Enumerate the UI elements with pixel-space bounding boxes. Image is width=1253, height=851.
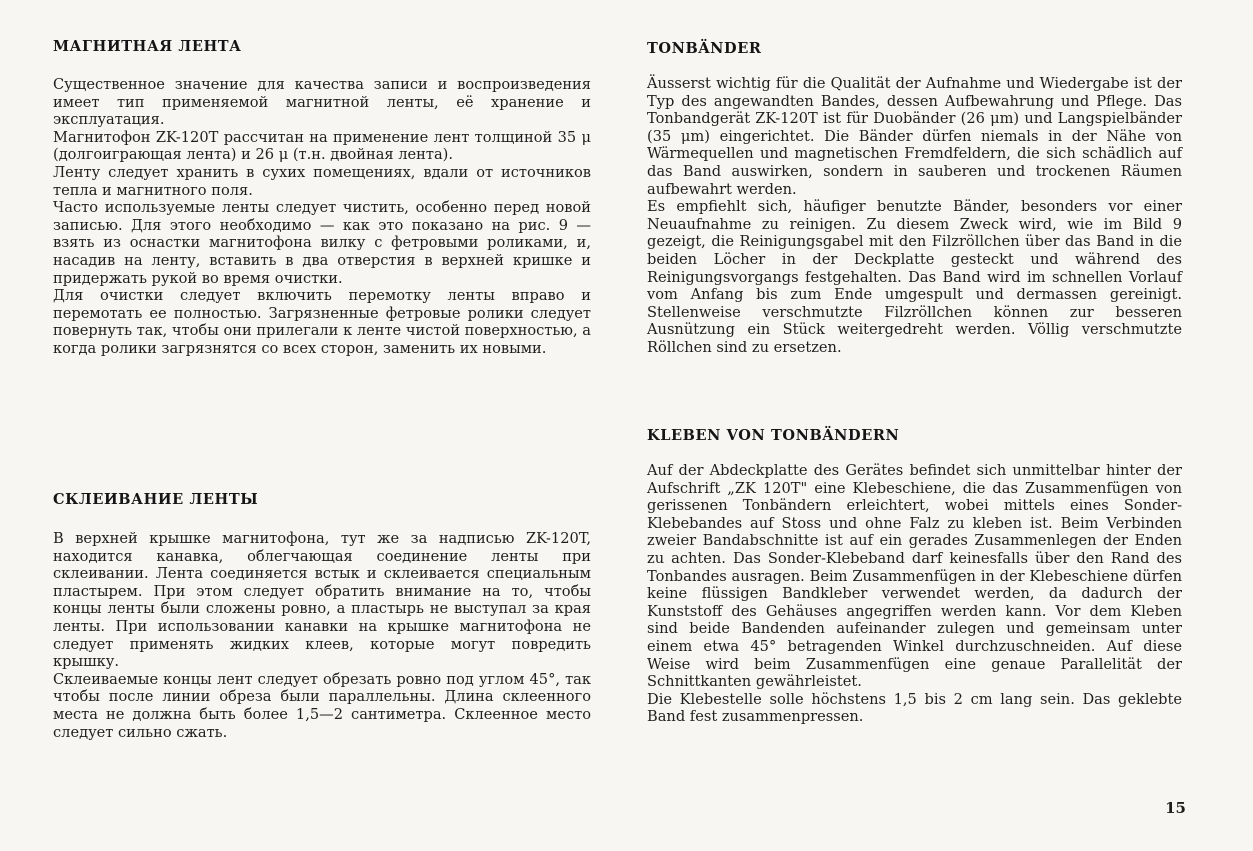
section-kleben-de [647,427,1182,726]
section-tonbaender-de [647,40,1182,357]
paragraph: В верхней крышке магнитофона, тут же за надписью ZK-120T, находится канавка, облегчающая соединение ленты при склеивании. Лента соединяется встык и склеивается специальным пластырем. При этом следует обратить внимание на то, чтобы концы ленты были сложены ровно, а пластырь не выступал за края ленты. При использовании канавки на крышке магнитофона не следует применять жидких клеев, которые могут повредить крышку. [53,530,591,671]
paragraph: Die Klebestelle solle höchstens 1,5 bis 2 cm lang sein. Das geklebte Band fest zusammenpressen. [647,690,1182,726]
paragraph: Es empfiehlt sich, häufiger benutzte Bänder, besonders vor einer Neuaufnahme zu reinigen. Zu diesem Zweck wird, wie im Bild 9 gezeigt, die Reinigungsgabel mit den Filzröllchen über das Band in die beiden Löcher in der Deckplatte gesteckt und während des Reinigungsvorgangs festgehalten. Das Band wird im schnellen Vorlauf vom Anfang bis zum Ende umgespult und dermassen gereinigt. Stellenweise verschmutzte Filzröllchen können zur besseren Ausnützung ein Stück weitergedreht werden. Völlig verschmutzte Röllchen sind zu ersetzen. [647,198,1182,356]
paragraph: Магнитофон ZK-120T рассчитан на применение лент толщиной 35 μ (долгоиграющая лента) и 26 μ (т.н. двойная лента). [53,128,591,164]
paragraph: Для очистки следует включить перемотку ленты вправо и перемотать ее полностью. Загрязненные фетровые ролики следует повернуть так, чтобы они прилегали к ленте чистой поверхностью, а когда ролики загрязнятся со всех сторон, заменить их новыми. [53,287,591,357]
section-heading: TONBÄNDER [647,40,762,57]
section-magnetic-tape-ru [53,38,591,358]
paragraph: Äusserst wichtig für die Qualität der Aufnahme und Wiedergabe ist der Typ des angewandten Bandes, dessen Aufbewahrung und Pflege. Das Tonbandgerät ZK-120T ist für Duobänder (26 μm) und Langspielbänder (35 μm) eingerichtet. Die Bänder dürfen niemals in der Nähe von Wärmequellen und magnetischen Fremdfeldern, die sich schädlich auf das Band auswirken, sondern in sauberen und trockenen Räumen aufbewahrt werden. [647,75,1182,198]
paragraph: Ленту следует хранить в сухих помещениях, вдали от источников тепла и магнитного поля. [53,163,591,199]
paragraph: Auf der Abdeckplatte des Gerätes befindet sich unmittelbar hinter der Aufschrift „ZK 120T" eine Klebeschiene, die das Zusammenfügen von gerissenen Tonbändern erleichtert, wobei mittels eines Sonder-Klebebandes auf Stoss und ohne Falz zu kleben ist. Beim Verbinden zweier Bandabschnitte ist auf ein gerades Zusammenlegen der Enden zu achten. Das Sonder-Klebeband darf keinesfalls über den Rand des Tonbandes ausragen. Beim Zusammenfügen in der Klebeschiene dürfen keine flüssigen Bandkleber verwendet werden, da dadurch der Kunststoff des Gehäuses angegriffen werden kann. Vor dem Kleben sind beide Bandenden aufeinander zulegen und gemeinsam unter einem etwa 45° betragenden Winkel durchzuschneiden. Auf diese Weise wird beim Zusammenfügen eine genaue Parallelität der Schnittkanten gewährleistet. [647,462,1182,691]
section-tape-splicing-ru [53,491,591,741]
section-heading: СКЛЕИВАНИЕ ЛЕНТЫ [53,491,259,508]
section-heading: МАГНИТНАЯ ЛЕНТА [53,38,242,55]
paragraph: Склеиваемые концы лент следует обрезать ровно под углом 45°, так чтобы после линии обреза были параллельны. Длина склеенного места не должна быть более 1,5—2 сантиметра. Склеенное место следует сильно сжать. [53,670,591,741]
page-number: 15 [1165,799,1186,817]
section-heading: KLEBEN VON TONBÄNDERN [647,427,900,444]
paragraph: Часто используемые ленты следует чистить, особенно перед новой записью. Для этого необходимо — как это показано на рис. 9 — взять из оснастки магнитофона вилку с фетровыми роликами, и, насадив на ленту, вставить в два отверстия в верхней кришке и придержать рукой во время очистки. [53,199,591,287]
paragraph: Существенное значение для качества записи и воспроизведения имеет тип применяемой магнитной ленты, её хранение и эксплуатация. [53,76,591,129]
